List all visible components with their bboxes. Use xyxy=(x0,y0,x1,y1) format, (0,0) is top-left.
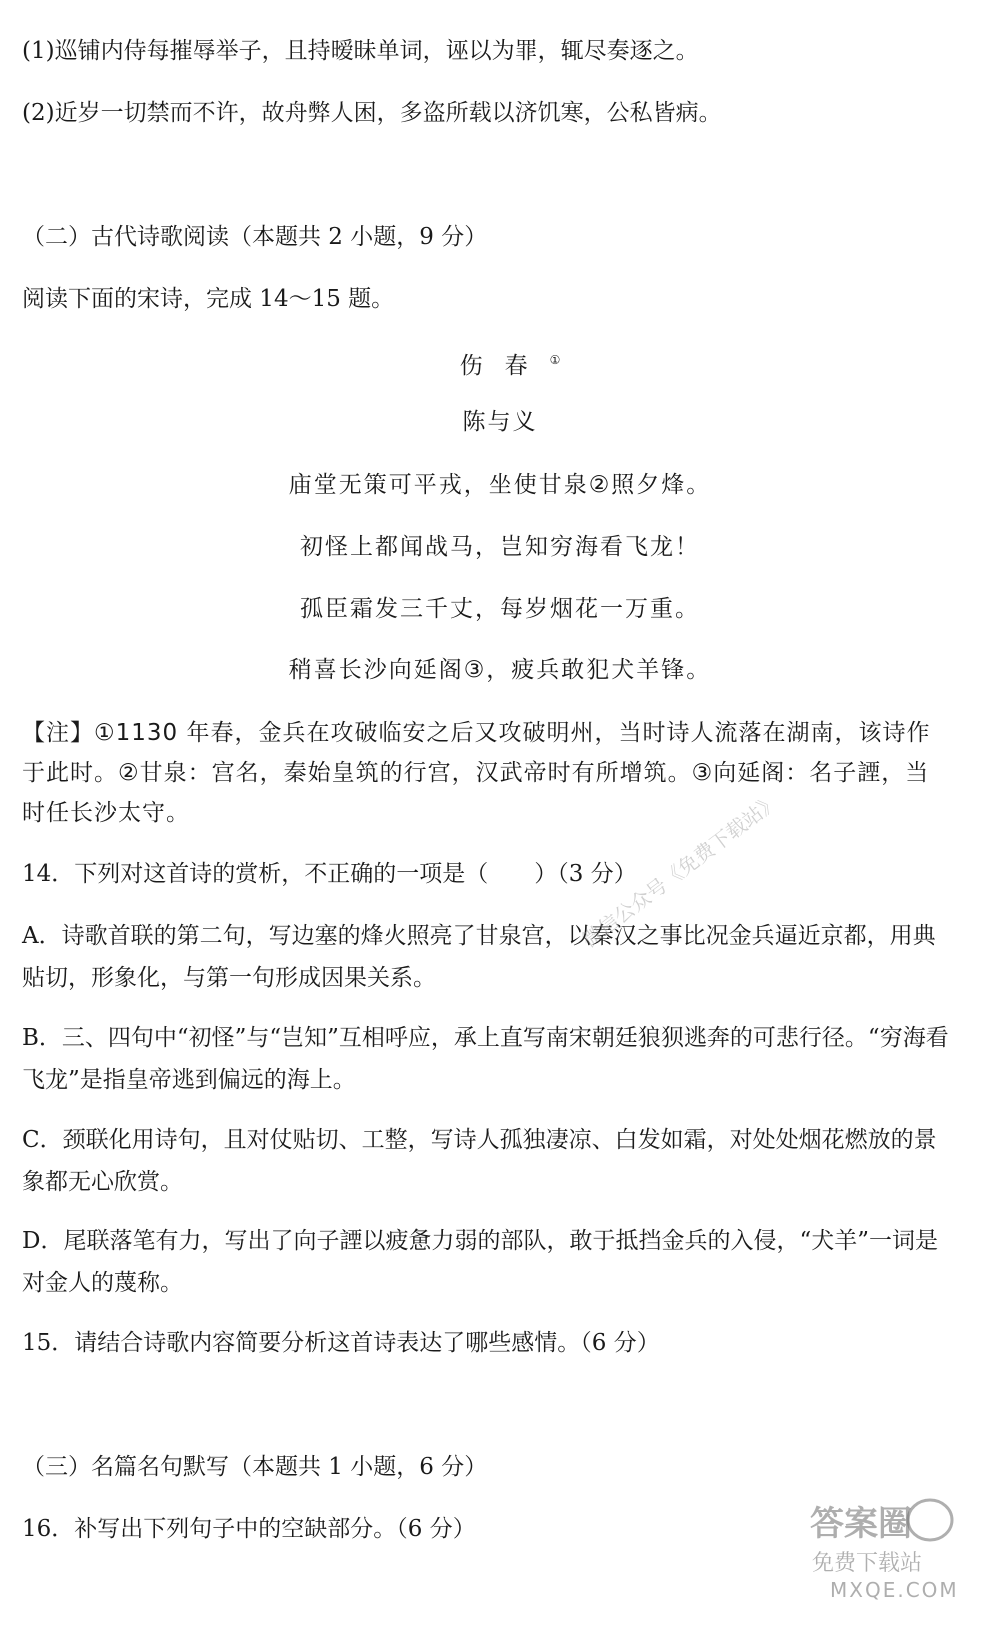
question-16: 16．补写出下列句子中的空缺部分。（6 分） xyxy=(22,1516,476,1542)
watermark-text: 微信公众号《免费下载站》 xyxy=(577,788,784,953)
translation-item-2: (2)近岁一切禁而不许，故舟弊人困，多盗所载以济饥寒，公私皆病。 xyxy=(22,100,722,126)
question-14-option-b: B．三、四句中“初怪”与“岂知”互相呼应，承上直写南宋朝廷狼狈逃奔的可悲行径。“穷海看飞龙”是指皇帝逃到偏远的海上。 xyxy=(22,1025,949,1093)
stamp-line-1: 答案圈 xyxy=(810,1504,912,1544)
poem-line: 初怪上都闻战马，岂知穷海看飞龙！ xyxy=(300,534,700,560)
question-15: 15．请结合诗歌内容简要分析这首诗表达了哪些感情。（6 分） xyxy=(22,1330,660,1356)
site-logo-stamp xyxy=(790,1488,960,1608)
question-14-stem: 14．下列对这首诗的赏析，不正确的一项是（ ）（3 分） xyxy=(22,861,637,887)
poem-line: 稍喜长沙向延阁③，疲兵敢犯犬羊锋。 xyxy=(288,657,712,683)
translation-item-1: (1)巡铺内侍每摧辱举子，且持暧昧单词，诬以为罪，辄尽奏逐之。 xyxy=(22,38,699,64)
poem-title xyxy=(0,340,1000,386)
poem-note: 【注】①1130 年春，金兵在攻破临安之后又攻破明州，当时诗人流落在湖南，该诗作于此时。②甘泉：宫名，秦始皇筑的行宫，汉武帝时有所增筑。③向延阁：名子諲，当时任长沙太守。 xyxy=(22,720,931,826)
poem-line: 庙堂无策可平戎，坐使甘泉②照夕烽。 xyxy=(288,472,712,498)
question-14-option-a: A．诗歌首联的第二句，写边塞的烽火照亮了甘泉宫，以秦汉之事比况金兵逼近京都，用典贴切，形象化，与第一句形成因果关系。 xyxy=(22,923,936,991)
poem-title-footnote-mark: ① xyxy=(549,353,563,367)
stamp-line-3: MXQE.COM xyxy=(830,1578,959,1602)
poem-author: 陈与义 xyxy=(462,409,538,435)
poem-line: 孤臣霜发三千丈，每岁烟花一万重。 xyxy=(300,596,700,622)
question-14-option-d: D．尾联落笔有力，写出了向子諲以疲惫力弱的部队，敢于抵挡金兵的入侵，“犬羊”一词是对金人的蔑称。 xyxy=(22,1228,938,1296)
stamp-line-2: 免费下载站 xyxy=(812,1551,923,1576)
section-heading-recitation: （三）名篇名句默写（本题共 1 小题，6 分） xyxy=(22,1454,488,1480)
section-heading-poetry: （二）古代诗歌阅读（本题共 2 小题，9 分） xyxy=(22,224,488,250)
poem-title-text: 伤春 xyxy=(459,352,550,379)
question-14-option-c: C．颈联化用诗句，且对仗贴切、工整，写诗人孤独凄凉、白发如霜，对处处烟花燃放的景象都无心欣赏。 xyxy=(22,1127,937,1195)
poem-instruction: 阅读下面的宋诗，完成 14～15 题。 xyxy=(22,286,395,312)
